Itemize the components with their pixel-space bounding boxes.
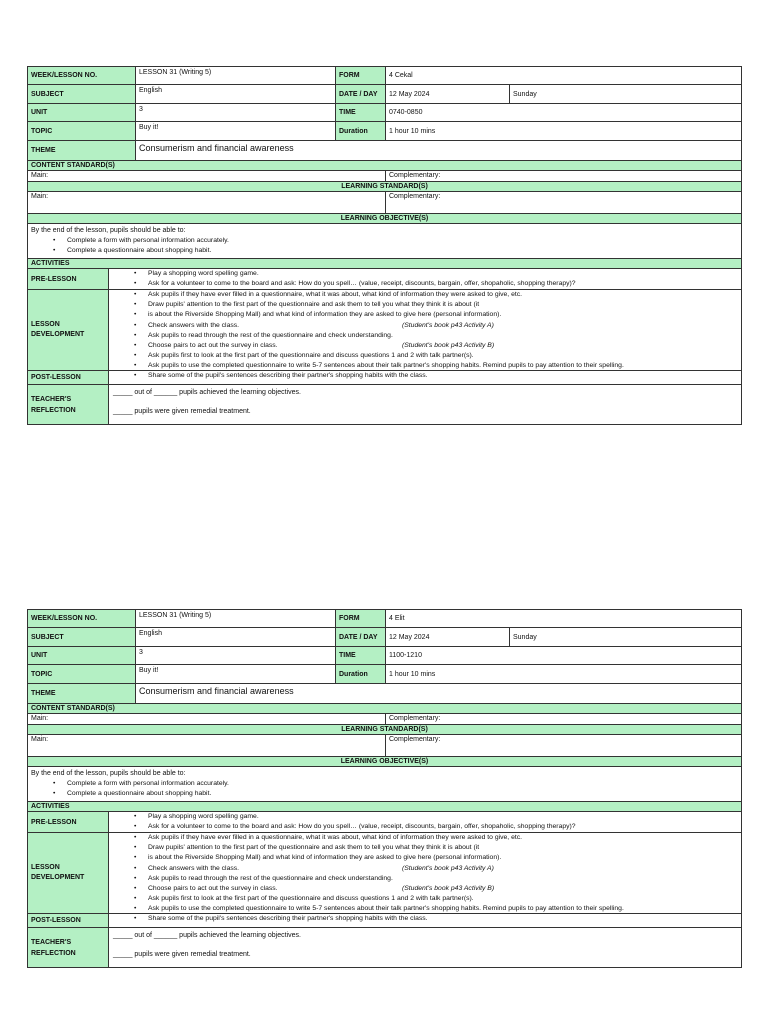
row-post-lesson	[28, 914, 741, 928]
lesson-dev-item: • Ask pupils first to look at the first part of the questionnaire and discuss questions 1 and 2 with talk partner(s).	[112, 894, 738, 904]
form-value: 4 Cekal	[389, 72, 413, 79]
lesson-dev-item: • Draw pupils' attention to the first part of the questionnaire and ask them to tell you what they think it is about (it	[112, 300, 738, 310]
lesson-dev-item: • Ask pupils to use the completed questionnaire to write 5-7 sentences about their talk partner's shopping habits. Remind pupils to pay attention to their spelling.	[112, 904, 738, 914]
row-objectives	[28, 224, 741, 259]
row-topic	[28, 665, 741, 684]
post-lesson-list	[112, 371, 738, 381]
row-learning-main	[28, 735, 741, 757]
lesson-dev-item: • Ask pupils if they have ever filled in a questionnaire, what it was about, what kind of information they were asked to give, etc.	[112, 290, 738, 300]
reflection-label	[28, 928, 109, 967]
content-standard-header: CONTENT STANDARD(S)	[28, 161, 741, 170]
subject-value: English	[136, 85, 336, 103]
duration-value: 1 hour 10 mins	[389, 127, 436, 135]
row-subject	[28, 85, 741, 104]
row-subject	[28, 628, 741, 647]
activity-a-note: (Student's book p43 Activity A)	[402, 864, 494, 872]
pre-lesson-item: • Play a shopping word spelling game.	[112, 269, 738, 279]
pre-lesson-list	[112, 812, 738, 832]
lesson-development-list	[112, 833, 738, 915]
post-lesson-item: • Share some of the pupil's sentences describing their partner's shopping habits with the class.	[112, 371, 738, 381]
content-main-label: Main:	[28, 714, 386, 724]
week-label: WEEK/LESSON NO.	[28, 67, 136, 84]
row-pre-lesson	[28, 812, 741, 833]
date-label: DATE / DAY	[336, 85, 386, 103]
objective-intro: By the end of the lesson, pupils should be able to:	[31, 770, 186, 777]
week-value: LESSON 31 (Writing 5)	[136, 610, 336, 627]
unit-value: 3	[136, 104, 336, 121]
row-content-standard	[28, 704, 741, 714]
learning-complementary-label: Complementary:	[389, 736, 441, 743]
date-value: 12 May 2024	[386, 628, 510, 646]
reflection-label	[28, 385, 109, 424]
theme-label: THEME	[28, 141, 136, 160]
lesson-dev-item: • Draw pupils' attention to the first part of the questionnaire and ask them to tell you what they think it is about (it	[112, 843, 738, 853]
activities-header: ACTIVITIES	[28, 802, 741, 811]
form-value: 4 Elit	[389, 615, 405, 622]
topic-label: TOPIC	[28, 665, 136, 683]
row-unit	[28, 104, 741, 122]
learning-standard-header: LEARNING STANDARD(S)	[28, 182, 741, 191]
time-value: 0740-0850	[389, 109, 423, 116]
row-lesson-development	[28, 290, 741, 371]
post-lesson-cell	[109, 371, 741, 384]
objectives-item: • Complete a form with personal information accurately.	[31, 779, 738, 789]
objectives-item: • Complete a form with personal information accurately.	[31, 236, 738, 246]
theme-value: Consumerism and financial awareness	[139, 686, 294, 696]
date-label: DATE / DAY	[336, 628, 386, 646]
learning-objective-header: LEARNING OBJECTIVE(S)	[28, 214, 741, 223]
lesson-dev-item: • Choose pairs to act out the survey in class. (Student's book p43 Activity B)	[112, 884, 738, 894]
content-standard-header: CONTENT STANDARD(S)	[28, 704, 741, 713]
row-theme	[28, 141, 741, 161]
objectives-cell	[28, 767, 741, 801]
pre-lesson-label: PRE-LESSON	[28, 269, 109, 289]
objectives-cell	[28, 224, 741, 258]
reflection-cell	[109, 385, 741, 424]
row-learning-standard	[28, 182, 741, 192]
row-activities	[28, 802, 741, 812]
reflection-achieved[interactable]: _____ out of ______ pupils achieved the learning objectives.	[113, 389, 301, 396]
content-complementary-label: Complementary:	[389, 715, 441, 722]
form-label: FORM	[336, 67, 386, 84]
lesson-dev-item: • Check answers with the class. (Student's book p43 Activity A)	[112, 864, 738, 874]
reflection-remedial[interactable]: _____ pupils were given remedial treatment.	[113, 408, 251, 415]
unit-label: UNIT	[28, 104, 136, 121]
topic-label: TOPIC	[28, 122, 136, 140]
lesson-development-label	[28, 833, 109, 913]
objective-intro: By the end of the lesson, pupils should be able to:	[31, 227, 186, 234]
row-content-main	[28, 171, 741, 182]
row-learning-objective	[28, 757, 741, 767]
row-activities	[28, 259, 741, 269]
row-unit	[28, 647, 741, 665]
row-reflection	[28, 928, 741, 967]
subject-label: SUBJECT	[28, 85, 136, 103]
day-value: Sunday	[513, 633, 537, 641]
row-week	[28, 610, 741, 628]
week-label: WEEK/LESSON NO.	[28, 610, 136, 627]
reflection-remedial[interactable]: _____ pupils were given remedial treatment.	[113, 951, 251, 958]
lesson-dev-item: • Ask pupils to read through the rest of the questionnaire and check understanding.	[112, 874, 738, 884]
lesson-dev-item: • Choose pairs to act out the survey in class. (Student's book p43 Activity B)	[112, 341, 738, 351]
topic-value: Buy it!	[136, 122, 336, 140]
row-pre-lesson	[28, 269, 741, 290]
learning-objective-header: LEARNING OBJECTIVE(S)	[28, 757, 741, 766]
lesson-dev-item: • Check answers with the class. (Student's book p43 Activity A)	[112, 321, 738, 331]
unit-value: 3	[136, 647, 336, 664]
pre-lesson-item: • Ask for a volunteer to come to the board and ask: How do you spell… (value, receipt, discounts, bargain, offer, shopaholic, shopping therapy)?	[112, 822, 738, 832]
reflection-label-2: REFLECTION	[31, 949, 76, 957]
learning-main-label: Main:	[28, 735, 386, 756]
unit-label: UNIT	[28, 647, 136, 664]
row-post-lesson	[28, 371, 741, 385]
lesson-development-label-1: LESSON	[31, 864, 60, 871]
form-label: FORM	[336, 610, 386, 627]
duration-label: Duration	[336, 665, 386, 683]
learning-main-label: Main:	[28, 192, 386, 213]
lesson-development-label-2: DEVELOPMENT	[31, 874, 85, 881]
duration-value: 1 hour 10 mins	[389, 670, 436, 678]
date-value: 12 May 2024	[386, 85, 510, 103]
pre-lesson-item: • Play a shopping word spelling game.	[112, 812, 738, 822]
reflection-label-1: TEACHER'S	[31, 395, 72, 403]
activity-b-note: (Student's book p43 Activity B)	[402, 885, 495, 893]
post-lesson-item: • Share some of the pupil's sentences describing their partner's shopping habits with the class.	[112, 914, 738, 924]
theme-label: THEME	[28, 684, 136, 703]
reflection-label-1: TEACHER'S	[31, 938, 72, 946]
reflection-achieved[interactable]: _____ out of ______ pupils achieved the learning objectives.	[113, 932, 301, 939]
row-content-main	[28, 714, 741, 725]
row-theme	[28, 684, 741, 704]
pre-lesson-cell	[109, 269, 741, 289]
activity-b-note: (Student's book p43 Activity B)	[402, 342, 495, 350]
subject-value: English	[136, 628, 336, 646]
lesson-development-list	[112, 290, 738, 372]
subject-label: SUBJECT	[28, 628, 136, 646]
objectives-list	[31, 236, 738, 256]
time-label: TIME	[336, 647, 386, 664]
row-learning-standard	[28, 725, 741, 735]
row-learning-main	[28, 192, 741, 214]
objectives-list	[31, 779, 738, 799]
post-lesson-cell	[109, 914, 741, 927]
lesson-dev-item: • Ask pupils to use the completed questionnaire to write 5-7 sentences about their talk partner's shopping habits. Remind pupils to pay attention to their spelling.	[112, 361, 738, 371]
pre-lesson-cell	[109, 812, 741, 832]
row-learning-objective	[28, 214, 741, 224]
lesson-dev-item: • Ask pupils first to look at the first part of the questionnaire and discuss questions 1 and 2 with talk partner(s).	[112, 351, 738, 361]
pre-lesson-item: • Ask for a volunteer to come to the board and ask: How do you spell… (value, receipt, discounts, bargain, offer, shopaholic, shopping therapy)?	[112, 279, 738, 289]
post-lesson-list	[112, 914, 738, 924]
duration-label: Duration	[336, 122, 386, 140]
objectives-item: • Complete a questionnaire about shopping habit.	[31, 789, 738, 799]
learning-complementary-label: Complementary:	[389, 193, 441, 200]
content-complementary-label: Complementary:	[389, 172, 441, 179]
activity-a-note: (Student's book p43 Activity A)	[402, 321, 494, 329]
post-lesson-label: POST-LESSON	[28, 371, 109, 384]
lesson-dev-item: • Ask pupils if they have ever filled in a questionnaire, what it was about, what kind of information they were asked to give, etc.	[112, 833, 738, 843]
objectives-item: • Complete a questionnaire about shopping habit.	[31, 246, 738, 256]
post-lesson-label: POST-LESSON	[28, 914, 109, 927]
lesson-development-cell	[109, 833, 741, 913]
time-value: 1100-1210	[389, 652, 422, 659]
lesson-plan-table-2	[27, 609, 742, 968]
row-reflection	[28, 385, 741, 424]
row-week	[28, 67, 741, 85]
lesson-development-label-1: LESSON	[31, 321, 60, 328]
topic-value: Buy it!	[136, 665, 336, 683]
day-value: Sunday	[513, 90, 537, 98]
row-objectives	[28, 767, 741, 802]
row-topic	[28, 122, 741, 141]
activities-header: ACTIVITIES	[28, 259, 741, 268]
lesson-development-label-2: DEVELOPMENT	[31, 331, 85, 338]
pre-lesson-list	[112, 269, 738, 289]
row-content-standard	[28, 161, 741, 171]
row-lesson-development	[28, 833, 741, 914]
time-label: TIME	[336, 104, 386, 121]
reflection-label-2: REFLECTION	[31, 406, 76, 414]
lesson-development-cell	[109, 290, 741, 370]
learning-standard-header: LEARNING STANDARD(S)	[28, 725, 741, 734]
lesson-dev-item: • Ask pupils to read through the rest of the questionnaire and check understanding.	[112, 331, 738, 341]
week-value: LESSON 31 (Writing 5)	[136, 67, 336, 84]
pre-lesson-label: PRE-LESSON	[28, 812, 109, 832]
content-main-label: Main:	[28, 171, 386, 181]
lesson-plan-table-1	[27, 66, 742, 425]
theme-value: Consumerism and financial awareness	[139, 143, 294, 153]
lesson-development-label	[28, 290, 109, 370]
lesson-dev-item: • is about the Riverside Shopping Mall) and what kind of information they are asked to give here (personal information).	[112, 310, 738, 320]
lesson-dev-item: • is about the Riverside Shopping Mall) and what kind of information they are asked to give here (personal information).	[112, 853, 738, 863]
reflection-cell	[109, 928, 741, 967]
